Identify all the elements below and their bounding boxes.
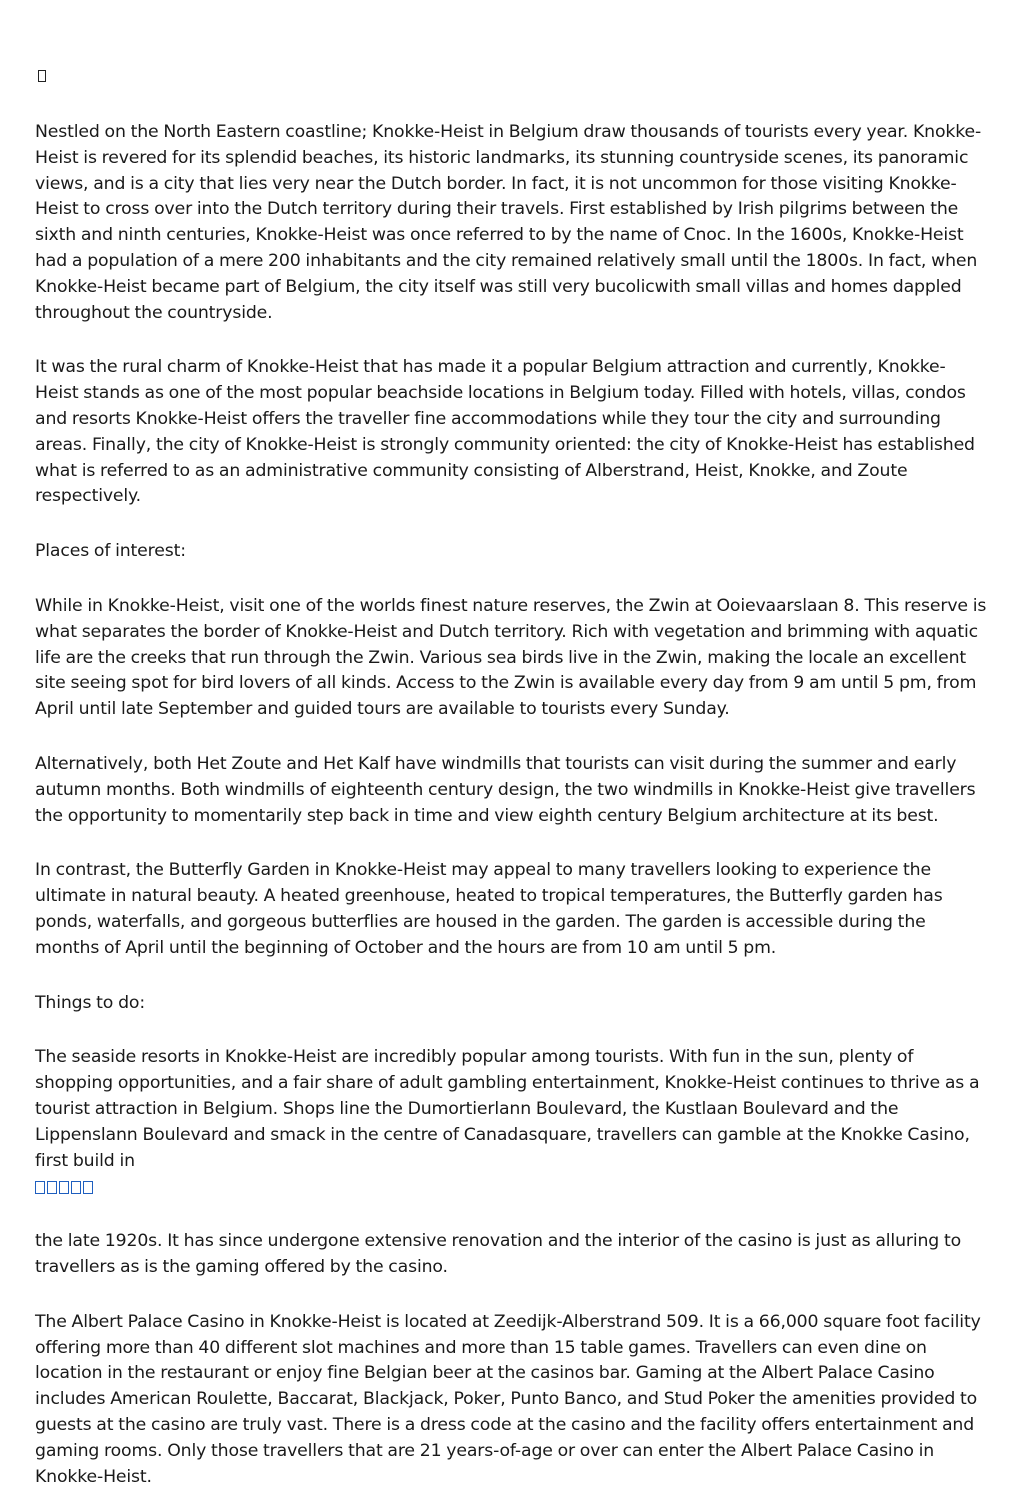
paragraph-casino-renovation: the late 1920s. It has since undergone extensive renovation and the interior of the casino is just as alluring to travellers as is the gaming offered by the casino.	[35, 1231, 961, 1278]
paragraph-intro: Nestled on the North Eastern coastline; Knokke-Heist in Belgium draw thousands of tourists every year. Knokke-Heist is revered for its splendid beaches, its historic landmarks, its stunning countryside scenes, its panoramic views, and is a city that lies very near the Dutch border. In fact, it is not uncommon for those visiting Knokke-Heist to cross over into the Dutch territory during their travels. First established by Irish pilgrims between the sixth and ninth centuries, Knokke-Heist was once referred to by the name of Cnoc. In the 1600s, Knokke-Heist had a population of a mere 200 inhabitants and the city remained relatively small until the 1800s. In fact, when Knokke-Heist became part of Belgium, the city itself was still very bucolicwith small villas and homes dappled throughout the countryside.	[35, 122, 982, 323]
paragraph-seaside-resorts: The seaside resorts in Knokke-Heist are incredibly popular among tourists. With fun in the sun, plenty of shopping opportunities, and a fair share of adult gambling entertainment, Knokke-Heist continues to thrive as a tourist attraction in Belgium. Shops line the Dumortierlann Boulevard, the Kustlaan Boulevard and the Lippenslann Boulevard and smack in the centre of Canadasquare, travellers can gamble at the Knokke Casino, first build in	[35, 1047, 980, 1171]
missing-glyph-icon	[83, 1181, 93, 1194]
missing-glyph-icon	[59, 1181, 69, 1194]
heading-places-of-interest: Places of interest:	[35, 541, 186, 562]
paragraph-butterfly-garden: In contrast, the Butterfly Garden in Knokke-Heist may appeal to many travellers looking to experience the ultimate in natural beauty. A heated greenhouse, heated to tropical temperatures, the Butterfly garden has ponds, waterfalls, and gorgeous butterflies are housed in the garden. The garden is accessible during the months of April until the beginning of October and the hours are from 10 am until 5 pm.	[35, 860, 943, 958]
heading-things-to-do: Things to do:	[35, 992, 145, 1013]
missing-glyph-icon	[71, 1181, 81, 1194]
paragraph-albert-palace-casino: The Albert Palace Casino in Knokke-Heist is located at Zeedijk-Alberstrand 509. It is a 66,000 square foot facility offering more than 40 different slot machines and more than 15 table games. Travellers can even dine on location in the restaurant or enjoy fine Belgian beer at the casinos bar. Gaming at the Albert Palace Casino includes American Roulette, Baccarat, Blackjack, Poker, Punto Banco, and Stud Poker the amenities provided to guests at the casino are truly vast. There is a dress code at the casino and the facility offers entertainment and gaming rooms. Only those travellers that are 21 years-of-age or over can enter the Albert Palace Casino in Knokke-Heist.	[35, 1311, 981, 1487]
link-row	[35, 1174, 988, 1200]
paragraph-windmills: Alternatively, both Het Zoute and Het Kalf have windmills that tourists can visit during the summer and early autumn months. Both windmills of eighteenth century design, the two windmills in Knokke-Heist give travellers the opportunity to momentarily step back in time and view eighth century Belgium architecture at its best.	[35, 753, 976, 826]
missing-glyph-icon	[47, 1181, 57, 1194]
paragraph-rural-charm: It was the rural charm of Knokke-Heist that has made it a popular Belgium attraction and currently, Knokke-Heist stands as one of the most popular beachside locations in Belgium today. Filled with hotels, villas, condos and resorts Knokke-Heist offers the traveller fine accommodations while they tour the city and surrounding areas. Finally, the city of Knokke-Heist is strongly community oriented: the city of Knokke-Heist has established what is referred to as an administrative community consisting of Alberstrand, Heist, Knokke, and Zoute respectively.	[35, 357, 975, 507]
missing-glyph-icon	[35, 1181, 45, 1194]
missing-glyph-link[interactable]	[35, 1181, 93, 1194]
paragraph-zwin: While in Knokke-Heist, visit one of the worlds finest nature reserves, the Zwin at Ooievaarslaan 8. This reserve is what separates the border of Knokke-Heist and Dutch territory. Rich with vegetation and brimming with aquatic life are the creeks that run through the Zwin. Various sea birds live in the Zwin, making the locale an excellent site seeing spot for bird lovers of all kinds. Access to the Zwin is available every day from 9 am until 5 pm, from April until late September and guided tours are available to tourists every Sunday.	[35, 595, 987, 720]
missing-glyph-icon	[35, 66, 988, 86]
